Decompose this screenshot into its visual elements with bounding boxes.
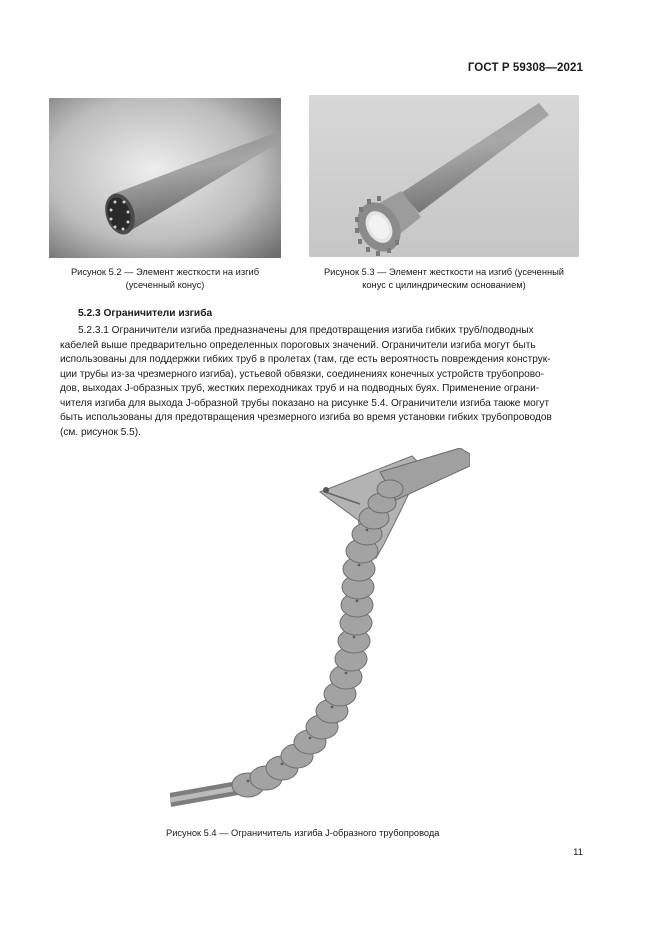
section-paragraph xyxy=(60,324,586,440)
paragraph-line: кабелей выше предварительно определенных пороговых значений. Ограничители изгиба могут быть xyxy=(60,339,536,351)
tapered-cone-illustration xyxy=(49,98,281,258)
paragraph-line: быть использованы для предотвращения чрезмерного изгиба во время установки гибких трубопроводов xyxy=(60,412,552,423)
paragraph-line: чителя изгиба для выхода J-образной трубы показано на рисунке 5.4. Ограничители изгиба также могут xyxy=(60,397,550,409)
bend-restrictor-illustration xyxy=(170,448,470,816)
figure-5-3-caption: Рисунок 5.3 — Элемент жесткости на изгиб (усеченный конус с цилиндрическим основанием) xyxy=(323,267,564,290)
paragraph-line: (см. рисунок 5.5). xyxy=(60,426,141,438)
cylindrical-base-cone-illustration xyxy=(309,95,579,257)
paragraph-line: использованы для поддержки гибких труб в пролетах (там, где есть вероятность повреждения конструк- xyxy=(60,354,551,365)
figure-5-2-caption: Рисунок 5.2 — Элемент жесткости на изгиб (усеченный конус) xyxy=(70,267,260,290)
restrictor-segments xyxy=(232,480,403,797)
document-code: ГОСТ Р 59308—2021 xyxy=(467,62,583,74)
figure-5-4-caption: Рисунок 5.4 — Ограничитель изгиба J-образного трубопровода xyxy=(166,828,440,838)
figure-5-3-photo xyxy=(309,95,579,257)
figure-5-2-photo xyxy=(49,98,281,258)
paragraph-line: дов, выходах J-образных труб, жестких переходниках труб и на подводных буях. Применение ограни- xyxy=(60,383,540,394)
section-title: 5.2.3 Ограничители изгиба xyxy=(78,308,213,319)
paragraph-line: ции трубы из-за чрезмерного изгиба), устьевой обвязки, соединениях конечных устройств трубопрово- xyxy=(60,368,544,380)
page-number: 11 xyxy=(573,847,583,858)
paragraph-line: 5.2.3.1 Ограничители изгиба предназначены для предотвращения изгиба гибких труб/подводных xyxy=(78,325,534,336)
figure-5-4-illustration xyxy=(170,448,470,816)
